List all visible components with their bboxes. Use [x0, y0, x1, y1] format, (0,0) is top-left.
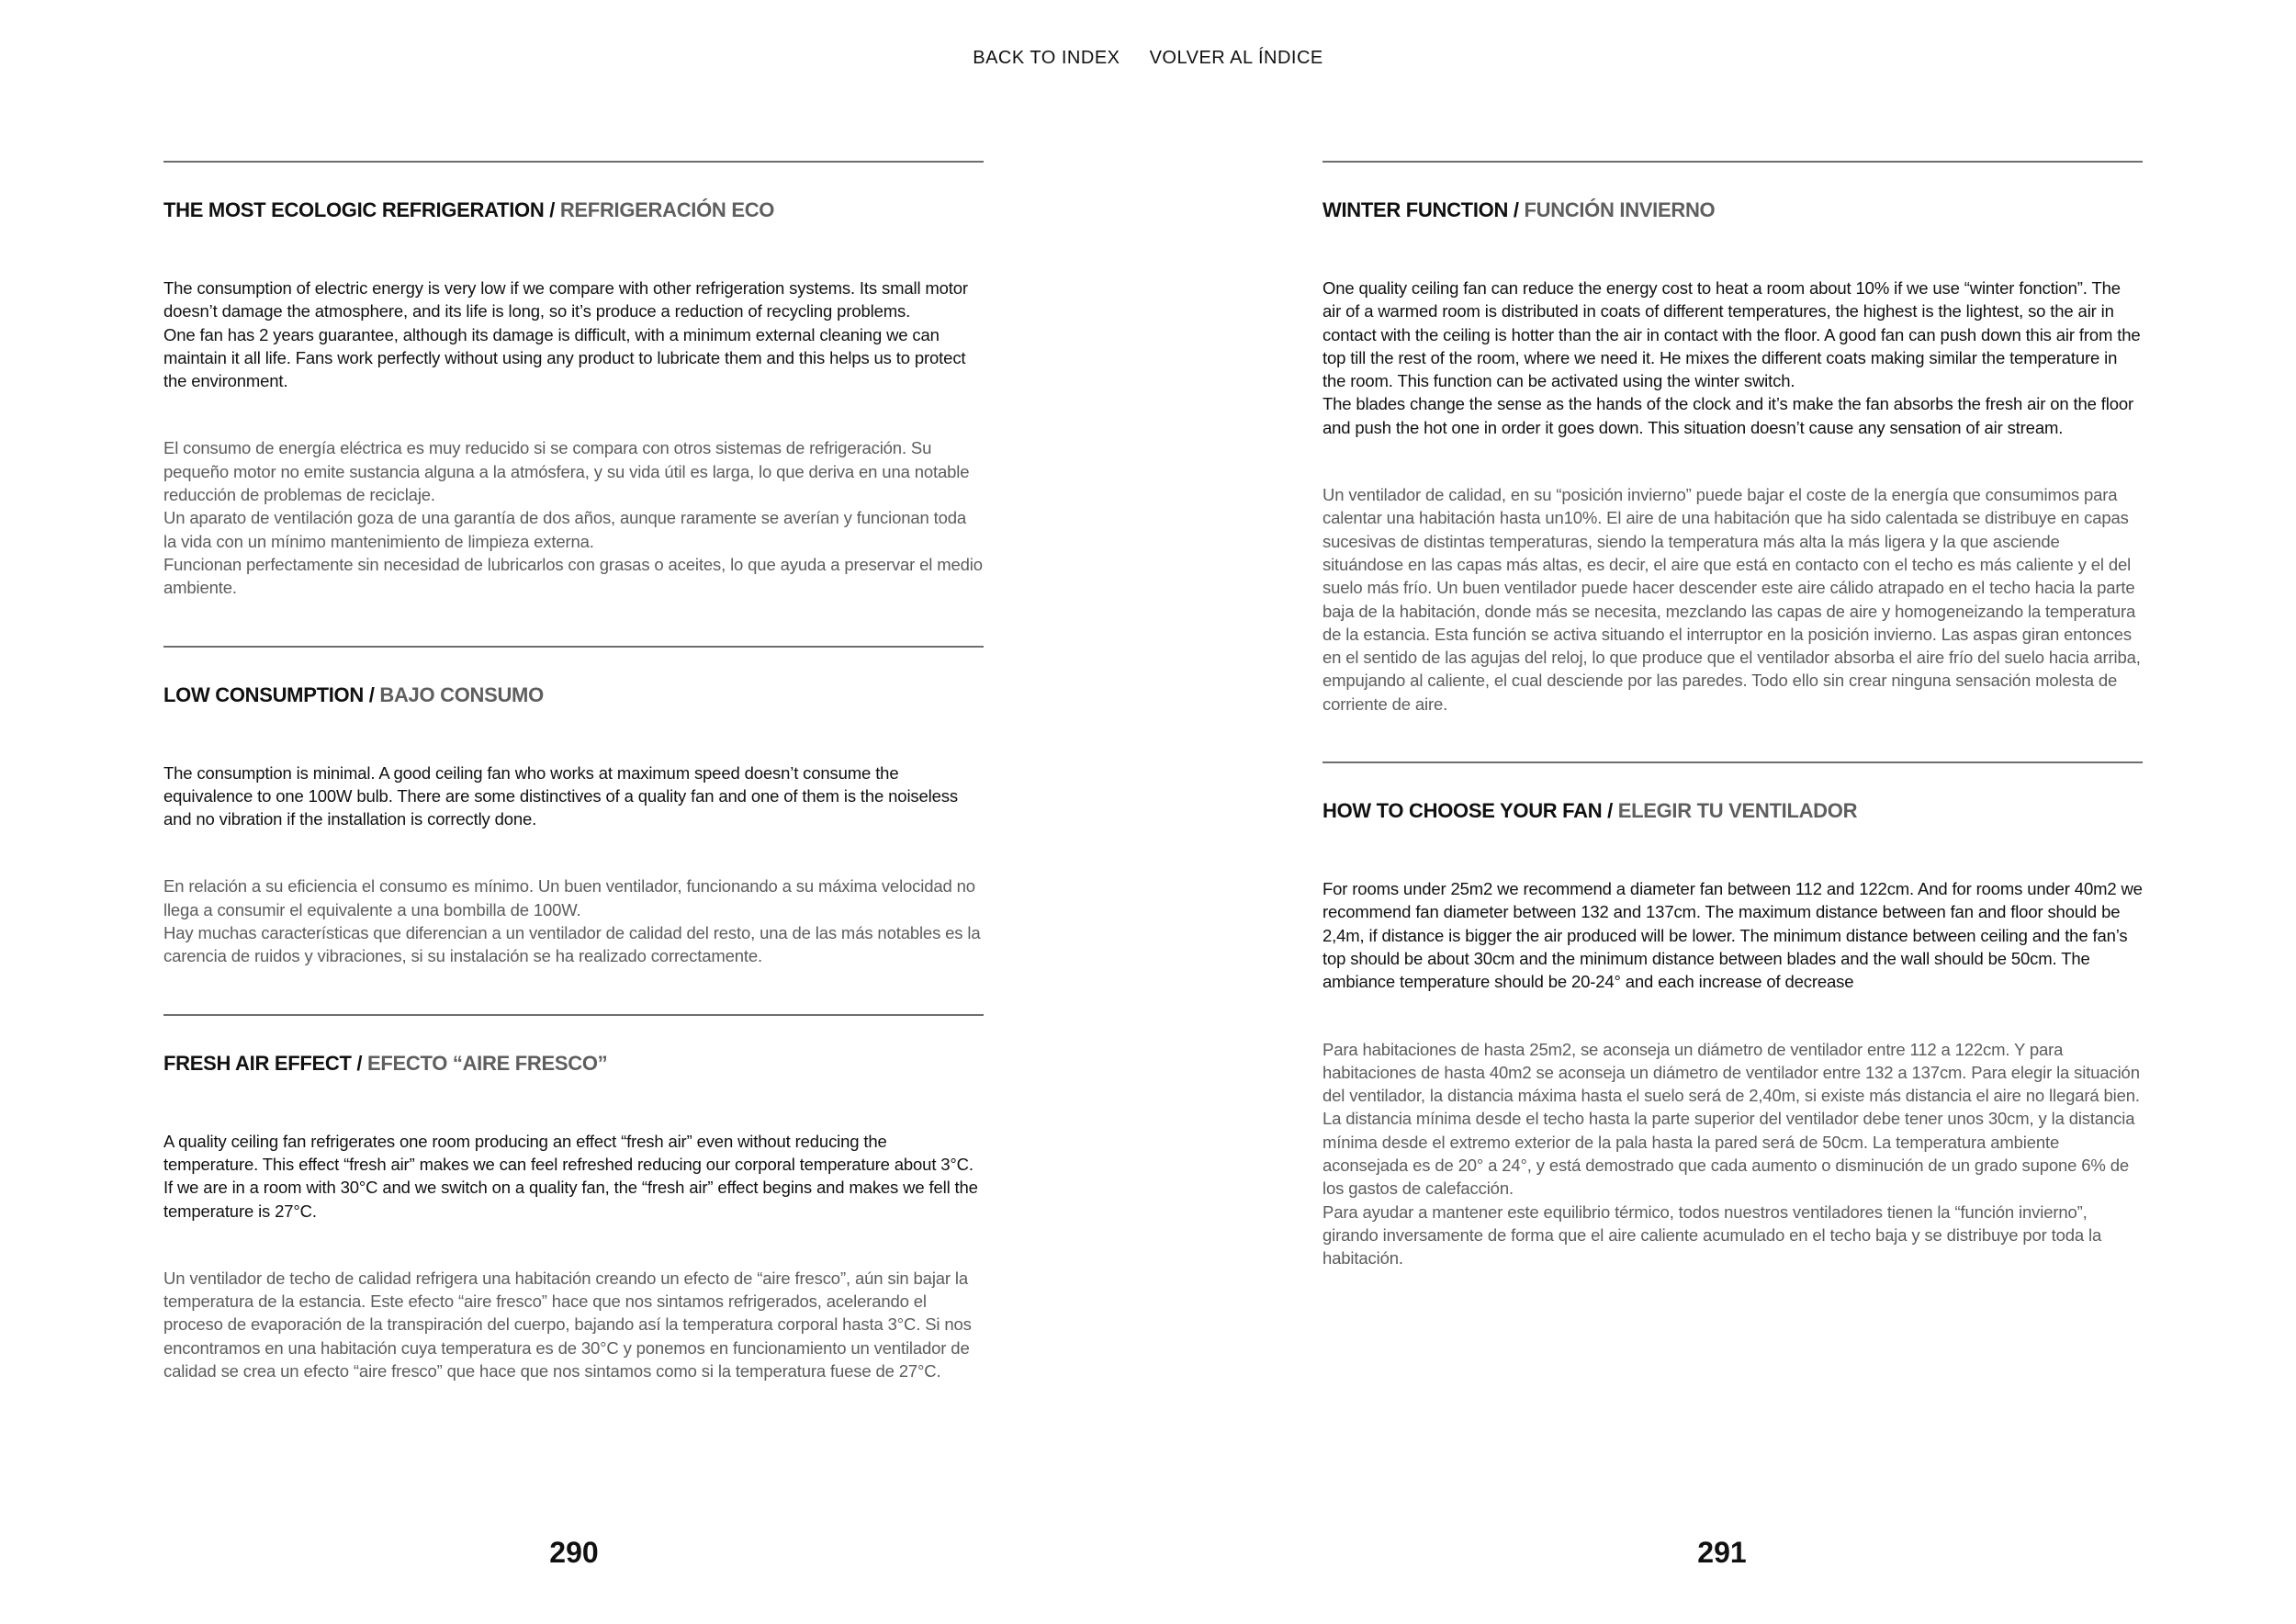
- text-line: A quality ceiling fan refrigerates one room producing an effect “fresh air” even without reducing the temperature. This effect “fresh air” makes we can feel refreshed reducing our corporal temperature about 3°C. If we are in a room with 30°C and we switch on a quality fan, the “fresh air” effect begins and makes we fell the temperature is 27°C.: [163, 1131, 978, 1221]
- heading-es: ELEGIR TU VENTILADOR: [1617, 799, 1858, 823]
- right-page-column: [1322, 161, 2143, 1270]
- section-how-to-choose-fan: [1322, 761, 2143, 1269]
- paragraph-spanish: [163, 830, 984, 967]
- heading-en: HOW TO CHOOSE YOUR FAN /: [1322, 799, 1613, 823]
- paragraph-english: [1322, 223, 2143, 439]
- paragraph-spanish: [163, 1223, 984, 1382]
- heading-en: FRESH AIR EFFECT /: [163, 1051, 363, 1075]
- paragraph-english: [163, 223, 984, 392]
- page-number-right: 291: [1697, 1536, 1747, 1569]
- heading-es: BAJO CONSUMO: [379, 682, 544, 706]
- section-heading: [163, 163, 984, 223]
- paragraph-english: [1322, 824, 2143, 993]
- section-heading: [163, 1016, 984, 1077]
- paragraph-spanish: [1322, 994, 2143, 1270]
- back-to-index-link[interactable]: BACK TO INDEX: [973, 48, 1120, 68]
- heading-es: REFRIGERACIÓN ECO: [559, 198, 775, 221]
- text-line: The consumption of electric energy is very low if we compare with other refrigeration systems. Its small motor doesn’t damage the atmosphere, and its life is long, so it’s produce a reduction of recycling problems.: [163, 278, 968, 321]
- text-line: One fan has 2 years guarantee, although its damage is difficult, with a minimum external cleaning we can maintain it all life. Fans work perfectly without using any product to lubricate them and this helps us to protect the environment.: [163, 324, 966, 391]
- text-line: Hay muchas características que diferencian a un ventilador de calidad del resto, una de las más notables es la carencia de ruidos y vibraciones, si su instalación se ha realizado correctamente.: [163, 923, 981, 966]
- section-heading: [1322, 163, 2143, 223]
- section-ecologic-refrigeration: [163, 161, 984, 600]
- heading-en: THE MOST ECOLOGIC REFRIGERATION /: [163, 198, 556, 221]
- text-line: Un aparato de ventilación goza de una garantía de dos años, aunque raramente se averían y funcionan toda la vida con un mínimo mantenimiento de limpieza externa.: [163, 508, 967, 551]
- heading-en: WINTER FUNCTION /: [1322, 198, 1519, 221]
- text-line: The consumption is minimal. A good ceiling fan who works at maximum speed doesn’t consume the equivalence to one 100W bulb. There are some distinctives of a quality fan and one of them is the noiseless and no vibration if the installation is correctly done.: [163, 762, 958, 829]
- text-line: One quality ceiling fan can reduce the energy cost to heat a room about 10% if we use “winter fonction”. The air of a warmed room is distributed in coats of different temperatures, the highest is the lightest, so the air in contact with the ceiling is hotter than the air in contact with the floor. A good fan can push down this air from the top till the rest of the room, where we need it. He mixes the different coats making similar the temperature in the room. This function can be activated using the winter switch.: [1322, 278, 2141, 391]
- section-fresh-air-effect: [163, 1014, 984, 1383]
- section-winter-function: [1322, 161, 2143, 716]
- paragraph-english: [163, 1077, 984, 1223]
- volver-al-indice-link[interactable]: VOLVER AL ÍNDICE: [1149, 48, 1323, 68]
- text-line: For rooms under 25m2 we recommend a diameter fan between 112 and 122cm. And for rooms under 40m2 we recommend fan diameter between 132 and 137cm. The maximum distance between fan and floor should be 2,4m, if distance is bigger the air produced will be lower. The minimum distance between ceiling and the fan’s top should be about 30cm and the minimum distance between blades and the wall should be 50cm. The ambiance temperature should be 20-24° and each increase of decrease: [1322, 879, 2143, 992]
- paragraph-spanish: [163, 392, 984, 599]
- text-line: En relación a su eficiencia el consumo es mínimo. Un buen ventilador, funcionando a su máxima velocidad no llega a consumir el equivalente a una bombilla de 100W.: [163, 876, 975, 919]
- page-number-left: 290: [549, 1536, 599, 1569]
- heading-en: LOW CONSUMPTION /: [163, 682, 375, 706]
- paragraph-english: [163, 708, 984, 831]
- section-low-consumption: [163, 646, 984, 968]
- paragraph-spanish: [1322, 439, 2143, 716]
- text-line: Funcionan perfectamente sin necesidad de lubricarlos con grasas o aceites, lo que ayuda a preservar el medio ambiente.: [163, 554, 983, 598]
- text-line: El consumo de energía eléctrica es muy reducido si se compara con otros sistemas de refrigeración. Su pequeño motor no emite sustancia alguna a la atmósfera, y su vida útil es larga, lo que deriva en una notable reducción de problemas de reciclaje.: [163, 438, 970, 505]
- top-navigation: [0, 48, 2296, 69]
- left-page-column: [163, 161, 984, 1382]
- section-heading: [1322, 763, 2143, 824]
- text-line: Para habitaciones de hasta 25m2, se aconseja un diámetro de ventilador entre 112 a 122cm. Y para habitaciones de hasta 40m2 se aconseja un diámetro de ventilador entre 132 a 137cm. Para elegir la situación del ventilador, la distancia máxima hasta el suelo será de 2,40m, si existe más distancia el aire no llegará bien. La distancia mínima desde el techo hasta la parte superior del ventilador debe tener unos 30cm, y la distancia mínima desde el extremo exterior de la pala hasta la pared será de 50cm. La temperatura ambiente aconsejada es de 20° a 24°, y está demostrado que cada aumento o disminución de un grado supone 6% de los gastos de calefacción.: [1322, 1039, 2140, 1199]
- heading-es: EFECTO “AIRE FRESCO”: [367, 1051, 608, 1075]
- heading-es: FUNCIÓN INVIERNO: [1524, 198, 1716, 221]
- text-line: Un ventilador de techo de calidad refrigera una habitación creando un efecto de “aire fresco”, aún sin bajar la temperatura de la estancia. Este efecto “aire fresco” hace que nos sintamos refrigerados, acelerando el proceso de evaporación de la transpiración del cuerpo, bajando así la temperatura corporal hasta 3°C. Si nos encontramos en una habitación cuya temperatura es de 30°C y ponemos en funcionamiento un ventilador de calidad se crea un efecto “aire fresco” que hace que nos sintamos como si la temperatura fuese de 27°C.: [163, 1268, 972, 1382]
- text-line: Para ayudar a mantener este equilibrio térmico, todos nuestros ventiladores tienen la “función invierno”, girando inversamente de forma que el aire caliente acumulado en el techo baja y se distribuye por toda la habitación.: [1322, 1201, 2102, 1269]
- section-heading: [163, 648, 984, 708]
- text-line: The blades change the sense as the hands of the clock and it’s make the fan absorbs the fresh air on the floor and push the hot one in order it goes down. This situation doesn’t cause any sensation of air stream.: [1322, 394, 2134, 437]
- text-line: Un ventilador de calidad, en su “posición invierno” puede bajar el coste de la energía que consumimos para calentar una habitación hasta un10%. El aire de una habitación que ha sido calentada se distribuye en capas sucesivas de distintas temperaturas, siendo la temperatura más alta la más ligera y la que asciende situándose en las capas más altas, es decir, el aire que está en contacto con el techo es más caliente y el del suelo más frío. Un buen ventilador puede hacer descender este aire cálido atrapado en el techo hacia la parte baja de la habitación, donde más se necesita, mezclando las capas de aire y homogeneizando la temperatura de la estancia. Esta función se activa situando el interruptor en la posición invierno. Las aspas giran entonces en el sentido de las agujas del reloj, lo que produce que el ventilador absorba el aire frío del suelo hacia arriba, empujando al caliente, el cual desciende por las paredes. Todo ello sin crear ninguna sensación molesta de corriente de aire.: [1322, 485, 2141, 714]
